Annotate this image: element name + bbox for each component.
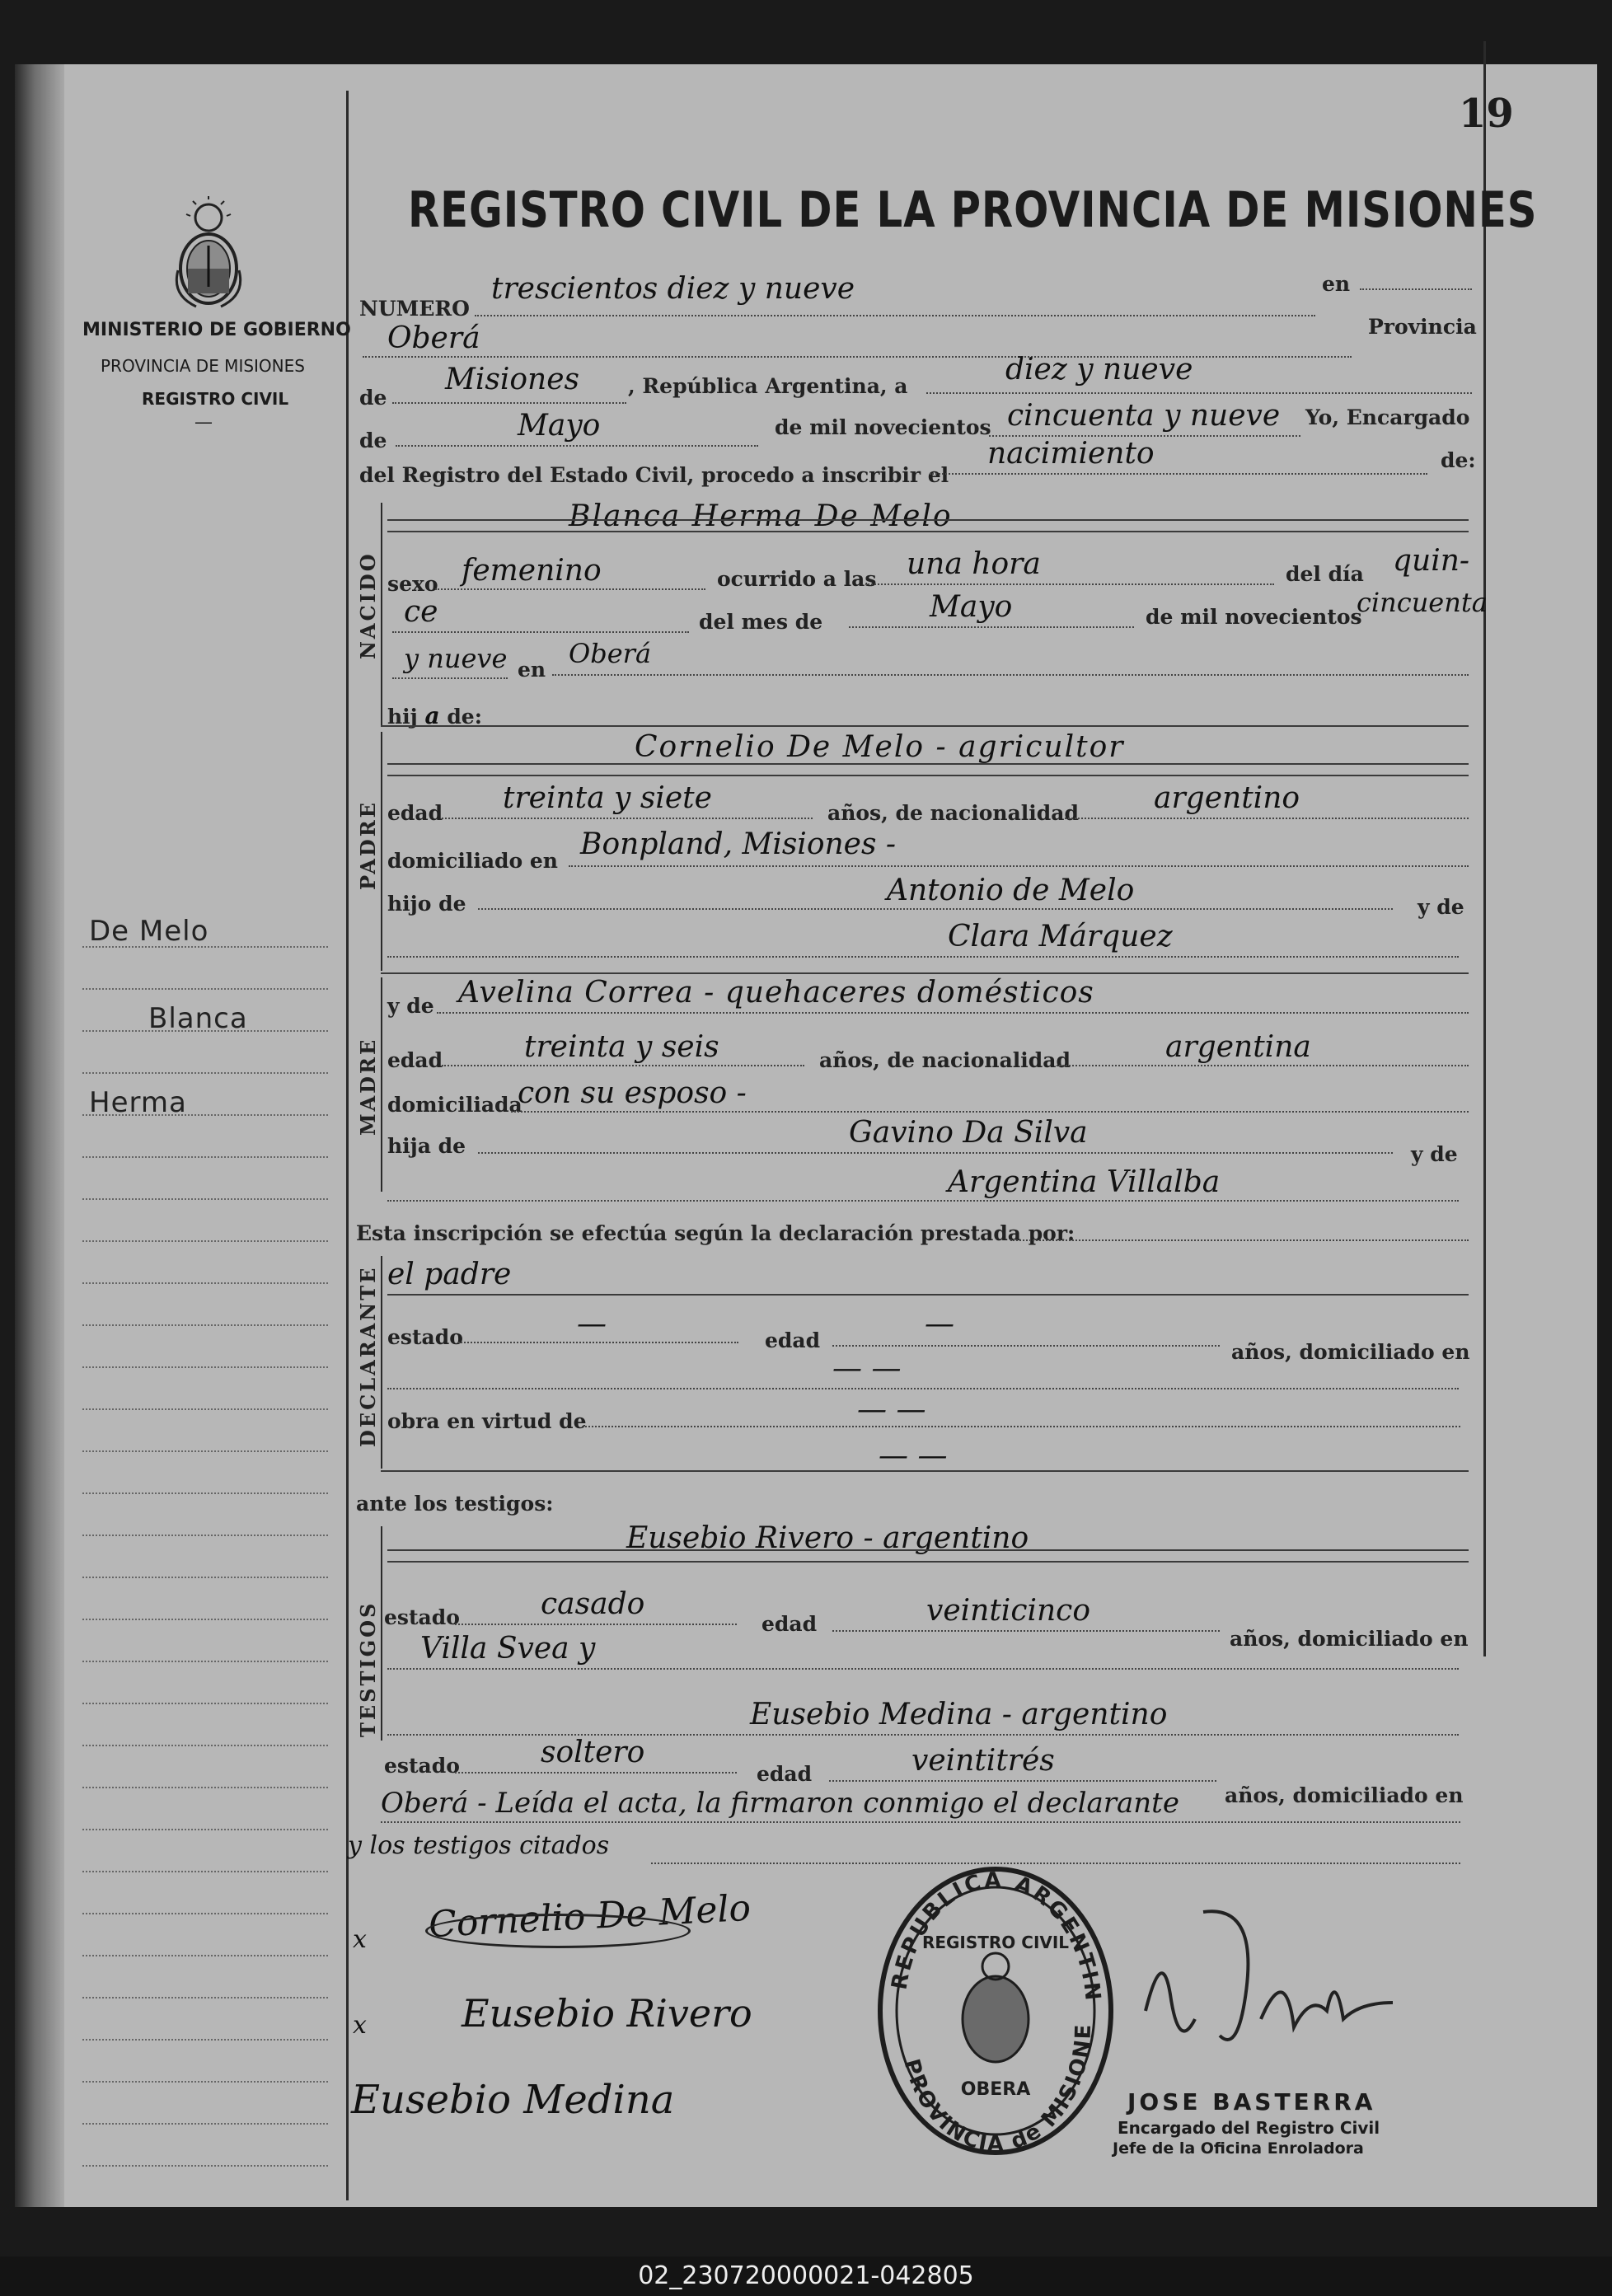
label-de-2: de [359, 429, 387, 452]
seal-top-text: REPUBLICA ARGENTIN [887, 1867, 1106, 2004]
sig-mark-2: x [353, 2011, 367, 2040]
ministry-dash: — [194, 412, 213, 433]
margin-rule [82, 1871, 328, 1872]
label-inscripcion: Esta inscripción se efectúa según la declaración prestada por: [356, 1221, 1075, 1245]
label-edad-t2: edad [757, 1762, 813, 1786]
margin-rule [82, 1829, 328, 1830]
value-madre: Avelina Correa - quehaceres domésticos [458, 976, 1094, 1010]
margin-rule [82, 1492, 328, 1494]
margin-note-name1: Blanca [148, 1002, 248, 1035]
value-padre: Cornelio De Melo - agricultor [635, 730, 1125, 764]
margin-rule [82, 1324, 328, 1326]
page-number: 19 [1459, 91, 1514, 137]
label-hija-de: hija de [387, 1134, 466, 1158]
signature-declarante: Cornelio De Melo [427, 1886, 752, 1947]
value-hijo-a-letter: a [424, 702, 440, 729]
ministry-name: MINISTERIO DE GOBIERNO [82, 320, 351, 340]
label-ante: ante los testigos: [356, 1492, 554, 1516]
margin-rule [82, 1198, 328, 1200]
value-hora: una hora [907, 547, 1041, 581]
value-anio-nac-2: y nueve [404, 643, 508, 674]
seal-city-text: OBERA [960, 2079, 1031, 2100]
value-cierre-1: Oberá - Leída el acta, la firmaron conmigo el declarante [381, 1787, 1179, 1820]
label-ocurrido: ocurrido a las [717, 567, 877, 591]
value-cierre-2: y los testigos citados [348, 1831, 610, 1860]
ministry-province: PROVINCIA DE MISIONES [101, 356, 305, 376]
official-seal [872, 1863, 1119, 2162]
value-acto: nacimiento [987, 437, 1155, 471]
value-declarante: el padre [387, 1258, 512, 1291]
value-decl-obra: — — [857, 1393, 926, 1427]
value-lugar: Oberá [387, 321, 480, 355]
binding-gutter [15, 64, 64, 2207]
label-edad-madre: edad [387, 1048, 443, 1072]
margin-rule [82, 1408, 328, 1410]
label-anos-dom-decl: años, domiciliado en [1231, 1340, 1470, 1364]
label-domiciliado-padre: domiciliado en [387, 849, 558, 873]
margin-note-name2: Herma [89, 1086, 187, 1119]
officer-name: JOSE BASTERRA [1127, 2088, 1376, 2116]
value-madre-edad: treinta y seis [524, 1030, 719, 1064]
label-en: en [1322, 272, 1351, 296]
label-anos-nac-padre: años, de nacionalidad [827, 801, 1079, 825]
label-del-dia: del día [1286, 562, 1364, 586]
margin-note-surname: De Melo [89, 915, 209, 948]
margin-rule [82, 1577, 328, 1578]
margin-rule [82, 1450, 328, 1452]
section-label-testigos: TESTIGOS [356, 1600, 380, 1737]
value-decl-dom: — — [832, 1352, 902, 1385]
label-y-de-madre: y de [387, 994, 434, 1018]
value-dia-nac-1: quin- [1393, 544, 1470, 578]
value-numero: trescientos diez y nueve [491, 272, 855, 306]
signature-testigo1: Eusebio Rivero [462, 1991, 752, 2036]
officer-role-1: Encargado del Registro Civil [1118, 2118, 1380, 2138]
margin-rule [82, 1240, 328, 1242]
label-yo-encargado: Yo, Encargado [1305, 405, 1470, 429]
label-estado-t2: estado [384, 1754, 460, 1778]
margin-rule [82, 1913, 328, 1914]
margin-rule [82, 2165, 328, 2167]
left-margin-rule [346, 91, 349, 2200]
label-de-colon: de: [1441, 448, 1476, 472]
label-hijo-de: hijo de [387, 892, 466, 916]
value-decl-estado: — [577, 1307, 607, 1341]
value-dia-nac-2: ce [404, 595, 438, 629]
margin-rule [82, 1030, 328, 1032]
label-estado-t1: estado [384, 1605, 460, 1629]
label-provincia: Provincia [1368, 315, 1477, 339]
margin-rule [82, 1703, 328, 1704]
margin-rule [82, 988, 328, 990]
label-de-mil: de mil novecientos [775, 415, 991, 439]
ministry-registry: REGISTRO CIVIL [142, 389, 289, 409]
section-label-padre: PADRE [356, 800, 380, 890]
label-edad-t1: edad [761, 1612, 818, 1636]
margin-rule [82, 1997, 328, 1998]
label-numero: NUMERO [359, 297, 470, 321]
value-anio: cincuenta y nueve [1007, 399, 1281, 433]
label-domiciliada: domiciliada [387, 1093, 522, 1117]
label-del-mes: del mes de [699, 610, 823, 634]
value-dia: diez y nueve [1005, 353, 1193, 387]
document-title: REGISTRO CIVIL DE LA PROVINCIA DE MISIONES [408, 181, 1538, 239]
value-abuelo-m: Gavino Da Silva [849, 1116, 1088, 1150]
value-anio-nac-1: cincuenta [1357, 587, 1488, 618]
label-obra: obra en virtud de [387, 1409, 587, 1433]
margin-rule [82, 1535, 328, 1536]
label-en-2: en [518, 658, 546, 682]
value-abuela-p: Clara Márquez [948, 920, 1173, 954]
margin-rule [82, 2123, 328, 2125]
label-edad-decl: edad [765, 1328, 821, 1352]
signature-encargado-icon [1121, 1895, 1418, 2072]
margin-rule [82, 1282, 328, 1284]
signature-scribble [425, 1914, 691, 1948]
margin-rule [82, 946, 328, 948]
value-padre-edad: treinta y siete [503, 781, 712, 815]
value-decl-obra-2: — — [879, 1439, 948, 1473]
right-margin-rule [1483, 41, 1486, 1656]
label-republica: , República Argentina, a [628, 374, 908, 398]
label-registro: del Registro del Estado Civil, procedo a inscribir el [359, 463, 949, 487]
margin-rule [82, 1114, 328, 1116]
value-mes: Mayo [518, 409, 601, 443]
value-padre-dom: Bonpland, Misiones - [580, 827, 897, 861]
value-madre-dom: con su esposo - [518, 1076, 747, 1110]
label-hijo-a: hij a de: [387, 702, 482, 729]
label-y-de-madre-2: y de [1411, 1142, 1458, 1166]
seal-bottom-text: PROVINCIA de MISIONE [898, 2022, 1097, 2158]
value-testigo1: Eusebio Rivero - argentino [626, 1521, 1029, 1555]
value-testigo2: Eusebio Medina - argentino [750, 1698, 1168, 1731]
section-label-madre: MADRE [356, 1037, 380, 1136]
section-label-declarante: DECLARANTE [356, 1265, 380, 1447]
margin-rule [82, 1745, 328, 1746]
value-nombre: Blanca Herma De Melo [569, 499, 953, 533]
label-y-de-padre: y de [1418, 895, 1464, 919]
coat-of-arms-icon [163, 196, 254, 315]
seal-inner-text: REGISTRO CIVIL [921, 1933, 1070, 1952]
value-decl-edad: — [925, 1307, 954, 1341]
value-t1-estado: casado [541, 1587, 645, 1621]
value-t2-edad: veintitrés [911, 1744, 1055, 1778]
margin-rule [82, 1955, 328, 1956]
margin-rule [82, 1156, 328, 1158]
signature-testigo2: Eusebio Medina [351, 2077, 675, 2123]
label-estado-decl: estado [387, 1325, 463, 1349]
value-madre-nac: argentina [1165, 1030, 1311, 1064]
value-t1-dom: Villa Svea y [420, 1632, 596, 1666]
sig-mark-1: x [353, 1925, 367, 1954]
label-sexo: sexo [387, 572, 438, 596]
value-padre-nac: argentino [1154, 781, 1300, 815]
label-anos-nac-madre: años, de nacionalidad [819, 1048, 1071, 1072]
value-t2-estado: soltero [541, 1736, 645, 1769]
margin-rule [82, 1366, 328, 1368]
margin-rule [82, 1787, 328, 1788]
officer-role-2: Jefe de la Oficina Enroladora [1113, 2139, 1364, 2158]
value-t1-edad: veinticinco [926, 1594, 1091, 1628]
value-mes-nac: Mayo [930, 590, 1013, 624]
value-abuela-m: Argentina Villalba [948, 1165, 1221, 1199]
value-lugar-nac: Oberá [569, 638, 652, 669]
value-provincia: Misiones [445, 363, 580, 396]
margin-rule [82, 2039, 328, 2041]
label-anos-dom-t2: años, domiciliado en [1225, 1783, 1464, 1807]
value-abuelo-p: Antonio de Melo [887, 874, 1135, 907]
margin-rule [82, 2081, 328, 2083]
margin-rule [82, 1072, 328, 1074]
margin-rule [82, 1661, 328, 1662]
label-edad-padre: edad [387, 801, 443, 825]
label-de-1: de [359, 386, 387, 410]
label-de-mil-nov: de mil novecientos [1146, 605, 1362, 629]
label-anos-dom-t1: años, domiciliado en [1230, 1627, 1469, 1651]
margin-rule [82, 1619, 328, 1620]
value-sexo: femenino [462, 554, 602, 588]
section-label-nacido: NACIDO [356, 551, 380, 659]
footer-id: 02_230720000021-042805 [0, 2256, 1612, 2296]
